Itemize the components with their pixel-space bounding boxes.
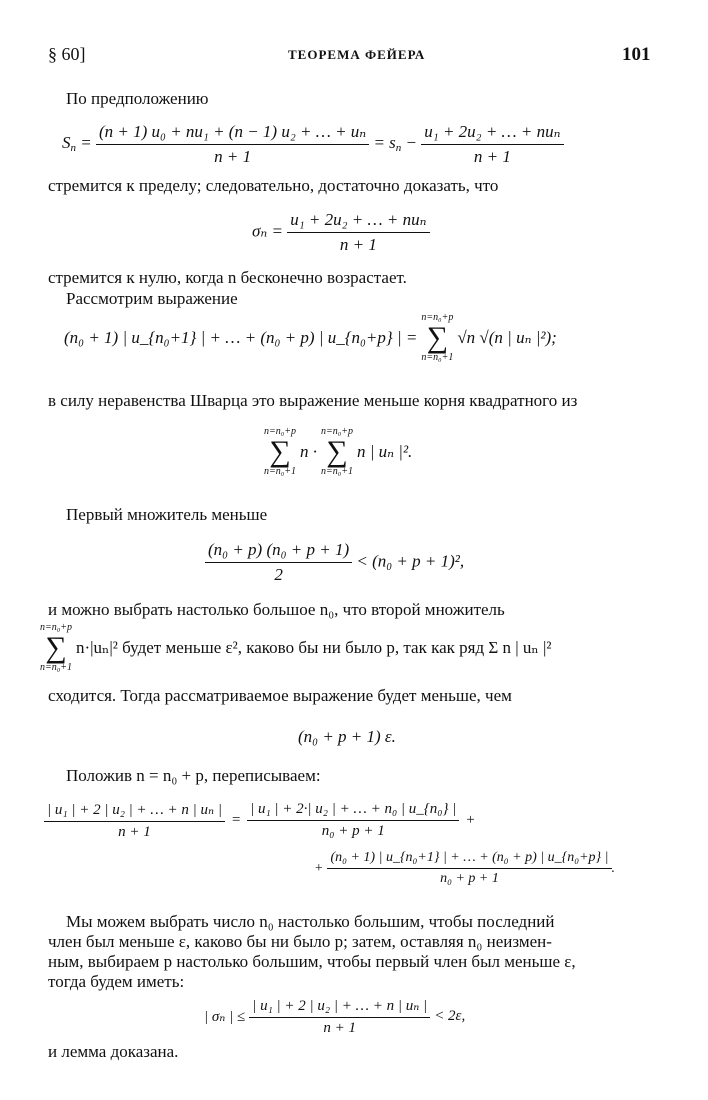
eq4-summation-1 — [264, 426, 296, 478]
eq3-summation — [421, 312, 453, 364]
paragraph-8 — [40, 622, 552, 674]
eq4-sum2-lower: n=n₀+1 — [320, 466, 353, 477]
paragraph-5: в силу неравенства Шварца это выражение меньше корня квадратного из — [48, 391, 578, 410]
eq7-denominator-2: n₀ + p + 1 — [321, 823, 385, 839]
eq5-fraction — [205, 540, 352, 585]
eq7-numerator-1: | u₁ | + 2 | u₂ | + … + n | uₙ | — [44, 800, 225, 822]
eq4-term-2: n | uₙ |². — [356, 442, 413, 461]
eq7-fraction-2 — [247, 801, 459, 840]
eq8-rhs: < 2ε, — [434, 1008, 466, 1024]
equation-5 — [205, 540, 464, 585]
eq1-middle: = $s_n$ − — [373, 133, 422, 155]
equation-2 — [252, 210, 430, 255]
eq3-tail: ; — [551, 328, 557, 347]
paragraph-1: По предположению — [66, 89, 209, 108]
eq3-sum-lower: n=n₀+1 — [421, 352, 454, 363]
sigma-icon: ∑ — [269, 435, 291, 468]
eq7-denominator-3: n₀ + p + 1 — [440, 871, 499, 886]
equation-7-line-1 — [44, 800, 476, 841]
eq2-numerator: u₁ + 2u₂ + … + nuₙ — [287, 210, 429, 233]
paragraph-2: стремится к пределу; следовательно, достаточно доказать, что — [48, 176, 499, 195]
eq4-sum2-upper: n=n₀+p — [320, 426, 353, 437]
eq3-rhs-b: √(n | uₙ |²) — [479, 328, 552, 347]
eq1-denominator-2: n + 1 — [473, 147, 511, 166]
p8-sum-lower: n=n₀+1 — [40, 662, 72, 673]
eq1-fraction-1 — [96, 122, 369, 167]
running-title: ТЕОРЕМА ФЕЙЕРА — [288, 47, 426, 62]
eq2-denominator: n + 1 — [339, 235, 377, 254]
paragraph-11 — [48, 912, 660, 992]
paragraph-7: и можно выбрать настолько большое n₀, что второй множитель — [48, 600, 505, 619]
paragraph-6: Первый множитель меньше — [66, 505, 268, 524]
eq7-fraction-3 — [327, 850, 611, 887]
eq7-equals: = — [230, 812, 242, 828]
equation-3 — [64, 312, 557, 364]
eq7-plus: + — [465, 812, 476, 828]
paragraph-12: и лемма доказана. — [48, 1042, 179, 1061]
eq4-summation-2 — [321, 426, 353, 478]
p8-summation — [40, 622, 72, 674]
eq3-lhs: (n₀ + 1) | u_{n₀+1} | + … + (n₀ + p) | u_{n₀+p} | = — [64, 328, 418, 347]
equation-7-line-2 — [314, 850, 615, 887]
equation-8 — [204, 996, 465, 1037]
p11-line-3: ным, выбираем p настолько большим, чтобы первый член был меньше ε, — [48, 952, 576, 971]
paragraph-3: стремится к нулю, когда n бесконечно возрастает. — [48, 268, 407, 287]
eq1-numerator-1: (n + 1) u₀ + nu₁ + (n − 1) u₂ + … + uₙ — [96, 122, 369, 145]
paragraph-9: сходится. Тогда рассматриваемое выражение будет меньше, чем — [48, 686, 512, 705]
eq1-numerator-2: u₁ + 2u₂ + … + nuₙ — [421, 122, 563, 145]
eq1-lhs: $S_n$ = — [62, 133, 92, 155]
p11-line-1: Мы можем выбрать число n₀ настолько большим, чтобы последний — [66, 912, 555, 931]
eq8-denominator: n + 1 — [323, 1020, 357, 1036]
p8-sum-upper: n=n₀+p — [40, 622, 72, 633]
page-number: 101 — [622, 44, 651, 65]
eq1-denominator-1: n + 1 — [214, 147, 252, 166]
eq4-sum1-upper: n=n₀+p — [264, 426, 296, 437]
eq5-rhs: < (n₀ + p + 1)², — [356, 551, 465, 571]
eq2-fraction — [287, 210, 429, 255]
eq7-numerator-3: (n₀ + 1) | u_{n₀+1} | + … + (n₀ + p) | u_{n₀+p} | — [327, 850, 611, 869]
eq8-fraction — [249, 996, 430, 1037]
eq5-numerator: (n₀ + p) (n₀ + p + 1) — [205, 540, 352, 563]
eq7-lead-plus: + — [314, 860, 324, 876]
paragraph-4: Рассмотрим выражение — [66, 289, 238, 308]
eq5-denominator: 2 — [274, 565, 283, 584]
eq8-lhs: | σₙ | ≤ — [204, 1009, 246, 1025]
sigma-icon: ∑ — [326, 435, 348, 468]
eq3-sum-upper: n=n₀+p — [421, 312, 454, 323]
eq7-numerator-2: | u₁ | + 2·| u₂ | + … + n₀ | u_{n₀} | — [247, 801, 459, 821]
section-marker: § 60] — [48, 44, 86, 64]
p11-line-2: член был меньше ε, каково бы ни было p; затем, оставляя n₀ неизмен- — [48, 932, 552, 951]
equation-4 — [260, 426, 412, 478]
equation-1 — [62, 122, 564, 167]
sigma-icon: ∑ — [426, 321, 449, 354]
equation-6: (n₀ + p + 1) ε. — [298, 727, 396, 746]
eq8-numerator: | u₁ | + 2 | u₂ | + … + n | uₙ | — [249, 996, 430, 1018]
p11-line-4: тогда будем иметь: — [48, 972, 185, 991]
paragraph-10: Положив n = n₀ + p, переписываем: — [66, 766, 321, 785]
p8-text: n·|uₙ|² будет меньше ε², каково бы ни было p, так как ряд Σ n | uₙ |² — [75, 638, 552, 657]
eq3-rhs-a: √n — [457, 328, 476, 347]
eq4-term-1: n · — [299, 442, 317, 461]
sigma-icon: ∑ — [45, 631, 67, 664]
eq2-lhs: σₙ = — [252, 221, 283, 241]
eq7-denominator-1: n + 1 — [118, 824, 151, 840]
eq7-end: . — [611, 860, 615, 876]
eq7-fraction-1 — [44, 800, 225, 841]
eq4-sum1-lower: n=n₀+1 — [264, 466, 296, 477]
eq1-fraction-2 — [421, 122, 563, 167]
